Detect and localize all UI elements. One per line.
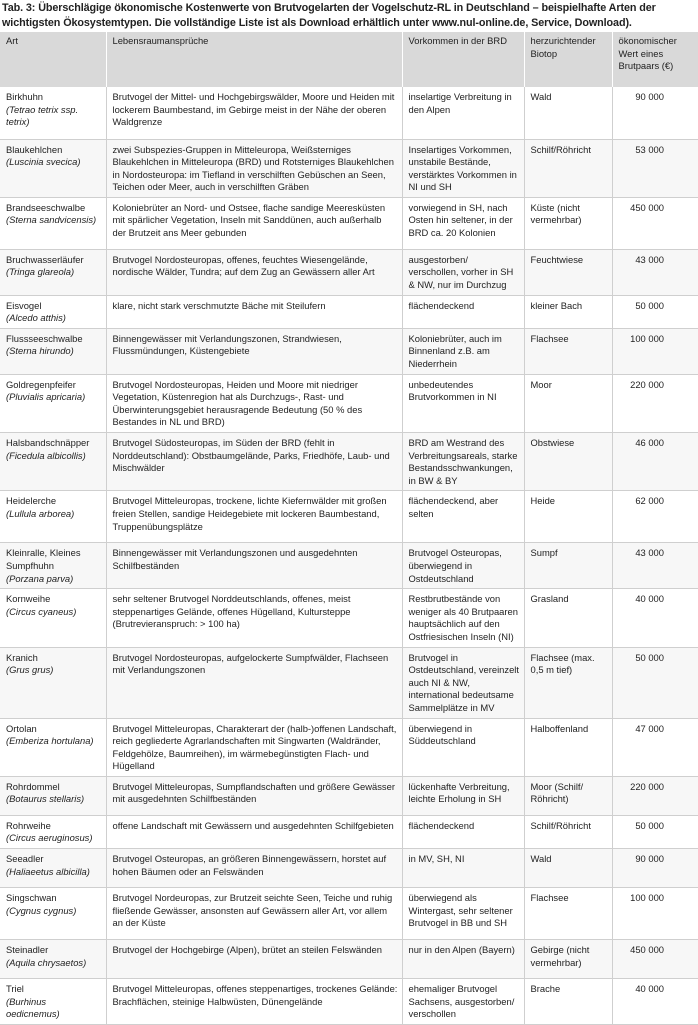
species-name: Brandseeschwalbe [6,201,86,213]
cell-art [0,776,106,815]
cell-lebensraum: Brutvogel der Hochgebirge (Alpen), brütet an steilen Felswänden [106,940,402,979]
cell-biotop: Obstwiese [524,433,612,491]
cell-vorkommen: in MV, SH, NI [402,849,524,888]
cell-biotop: Flachsee [524,328,612,374]
table-row [0,295,698,328]
cell-lebensraum: zwei Subspezies-Gruppen in Mitteleuropa, Weißsterniges Blaukehlchen in Mitteleuropa (BRD) und Rotsterniges Blaukehlchen in Nordosteuropa: im Tiefland in verschilften Gebüschen an Seen, Teichen oder Meer, auch in verschilften Gräben [106,139,402,197]
cell-biotop: Flachsee [524,888,612,940]
cell-vorkommen: flächendeckend, aber selten [402,491,524,543]
species-name: Blaukehlchen [6,143,63,155]
cell-wert: 53 000 [612,139,698,197]
cell-wert: 62 000 [612,491,698,543]
cell-biotop: Schilf/Röhricht [524,815,612,848]
cell-wert: 43 000 [612,249,698,295]
species-latin-name: (Cygnus cygnus) [6,904,77,916]
table-row [0,849,698,888]
table-row [0,374,698,432]
table-row [0,589,698,647]
cell-art [0,197,106,249]
cell-vorkommen: ausgestorben/ verschollen, vorher in SH & NW, nur im Durchzug [402,249,524,295]
cell-biotop: Feuchtwiese [524,249,612,295]
cell-lebensraum: Koloniebrüter an Nord- und Ostsee, flache sandige Meeresküsten mit spärlicher Vegetation, Inseln mit Sanddünen, auch außerhalb der Brutzeit ans Meer gebunden [106,197,402,249]
table-row [0,979,698,1025]
table-row [0,87,698,139]
species-latin-name: (Burhinus oedicnemus) [6,995,60,1020]
species-name: Heidelerche [6,495,57,507]
cell-wert: 46 000 [612,433,698,491]
table-header-row [0,32,698,87]
cell-biotop: Gebirge (nicht vermehrbar) [524,940,612,979]
cell-vorkommen: lückenhafte Verbreitung, leichte Erholung in SH [402,776,524,815]
cell-wert: 450 000 [612,940,698,979]
cell-wert: 100 000 [612,328,698,374]
cell-biotop: Moor (Schilf/ Röhricht) [524,776,612,815]
species-cost-table [0,32,698,1025]
table-row [0,249,698,295]
cell-wert: 50 000 [612,295,698,328]
species-latin-name: (Ficedula albicollis) [6,449,86,461]
cell-biotop: Heide [524,491,612,543]
species-latin-name: (Alcedo atthis) [6,312,66,324]
species-latin-name: (Botaurus stellaris) [6,793,85,805]
table-row [0,543,698,589]
species-latin-name: (Sterna hirundo) [6,345,74,357]
cell-wert: 220 000 [612,374,698,432]
species-latin-name: (Porzana parva) [6,572,74,584]
cell-vorkommen: überwiegend als Wintergast, sehr seltener Brutvogel in BB und SH [402,888,524,940]
cell-art [0,433,106,491]
cell-art [0,979,106,1025]
cell-biotop: Sumpf [524,543,612,589]
cell-art [0,87,106,139]
cell-lebensraum: Brutvogel Mitteleuropas, Charakterart der (halb-)offenen Landschaft, reich gegliederte Agrarlandschaften mit Singwarten (Waldränder, Feldgehölze, Baumreihen), im wärmebegünstigten Flach- und Hügelland [106,718,402,776]
cell-lebensraum: klare, nicht stark verschmutzte Bäche mit Steilufern [106,295,402,328]
cell-lebensraum: Brutvogel Nordosteuropas, aufgelockerte Sumpfwälder, Flachseen mit Verlandungszonen [106,647,402,718]
species-latin-name: (Grus grus) [6,664,54,676]
species-name: Seeadler [6,853,44,865]
cell-lebensraum: Brutvogel Südosteuropas, im Süden der BRD (fehlt in Norddeutschland): Obstbaumgelände, Parks, Friedhöfe, Laub- und Mischwälder [106,433,402,491]
table-row [0,433,698,491]
cell-art [0,374,106,432]
cell-wert: 40 000 [612,979,698,1025]
species-name: Kornweihe [6,593,51,605]
cell-wert: 47 000 [612,718,698,776]
cell-biotop: Wald [524,87,612,139]
cell-vorkommen: Koloniebrüter, auch im Binnenland z.B. am Niederrhein [402,328,524,374]
species-name: Halsbandschnäpper [6,437,90,448]
table-row [0,139,698,197]
cell-art [0,815,106,848]
species-latin-name: (Haliaeetus albicilla) [6,865,90,877]
cell-art [0,888,106,940]
table-row [0,491,698,543]
cell-art [0,139,106,197]
species-name: Rohrweihe [6,819,51,831]
species-name: Birkhuhn [6,91,44,102]
cell-lebensraum: Brutvogel Nordosteuropas, Heiden und Moore mit niedriger Vegetation, Küstenregion hat als Durchzugs-, Rast- und Überwinterungsgebiet herausragende Bedeutung (50 % des Bestandes in NL und BRD) [106,374,402,432]
header-wert: ökonomischer Wert eines Brutpaars (€) [612,32,698,87]
header-lebensraum: Lebensraumansprüche [106,32,402,87]
cell-wert: 50 000 [612,647,698,718]
cell-vorkommen: unbedeutendes Brutvorkommen in NI [402,374,524,432]
cell-art [0,491,106,543]
header-art: Art [0,32,106,87]
cell-biotop: Flachsee (max. 0,5 m tief) [524,647,612,718]
cell-art [0,589,106,647]
cell-biotop: Moor [524,374,612,432]
table-body [0,87,698,1024]
cell-wert: 40 000 [612,589,698,647]
cell-wert: 90 000 [612,849,698,888]
cell-vorkommen: Brutvogel in Ostdeutschland, vereinzelt auch NI & NW, international bedeutsame Sammelplätze in MV [402,647,524,718]
species-name: Ortolan [6,722,37,734]
cell-biotop: Grasland [524,589,612,647]
species-latin-name: (Emberiza hortulana) [6,735,94,747]
cell-wert: 90 000 [612,87,698,139]
header-vorkommen: Vorkommen in der BRD [402,32,524,87]
cell-vorkommen: nur in den Alpen (Bayern) [402,940,524,979]
species-name: Eisvogel [6,299,42,311]
species-latin-name: (Circus aeruginosus) [6,832,93,844]
cell-biotop: Brache [524,979,612,1025]
species-latin-name: (Aquila chrysaetos) [6,956,87,968]
cell-lebensraum: sehr seltener Brutvogel Norddeutschlands, offenes, meist steppenartiges Gelände, offenes Hügelland, Kultursteppe (Brutrevieranspruch: > 100 ha) [106,589,402,647]
cell-wert: 43 000 [612,543,698,589]
species-latin-name: (Circus cyaneus) [6,605,77,617]
cell-vorkommen: vorwiegend in SH, nach Osten hin seltener, in der BRD ca. 20 Kolonien [402,197,524,249]
header-biotop: herzurichtender Biotop [524,32,612,87]
species-name: Flussseeschwalbe [6,332,83,344]
cell-lebensraum: Binnengewässer mit Verlandungszonen und ausgedehnten Schilfbeständen [106,543,402,589]
cell-biotop: Wald [524,849,612,888]
table-caption: Tab. 3: Überschlägige ökonomische Kostenwerte von Brutvogelarten der Vogelschutz-RL in Deutschland – beispielhafte Arten der wichtigsten Ökosystemtypen. Die vollständige Liste ist als Download erhältlich unter www.nul-online.de, Service, Download). [2,2,656,29]
cell-art [0,718,106,776]
cell-lebensraum: offene Landschaft mit Gewässern und ausgedehnten Schilfgebieten [106,815,402,848]
cell-vorkommen: Brutvogel Osteuropas, überwiegend in Ostdeutschland [402,543,524,589]
cell-art [0,647,106,718]
species-name: Rohrdommel [6,780,60,792]
species-latin-name: (Luscinia svecica) [6,156,81,168]
species-name: Kleinralle, Kleines Sumpfhuhn [6,547,81,571]
species-name: Singschwan [6,892,57,904]
cell-biotop: kleiner Bach [524,295,612,328]
species-latin-name: (Tringa glareola) [6,266,75,278]
cell-lebensraum: Brutvogel Mitteleuropas, trockene, lichte Kiefernwälder mit großen freien Stellen, sandige Heidegebiete mit lockeren Baumbestand, Truppenübungsplätze [106,491,402,543]
cell-vorkommen: flächendeckend [402,295,524,328]
cell-lebensraum: Brutvogel Mitteleuropas, offenes steppenartiges, trockenes Gelände: Brachflächen, steinige Halbwüsten, Dünengelände [106,979,402,1025]
cell-lebensraum: Binnengewässer mit Verlandungszonen, Strandwiesen, Flussmündungen, Küstengebiete [106,328,402,374]
cell-wert: 50 000 [612,815,698,848]
cell-lebensraum: Brutvogel Nordosteuropas, offenes, feuchtes Wiesengelände, nordische Wälder, Tundra; auf dem Zug an Gewässern aller Art [106,249,402,295]
cell-art [0,543,106,589]
cell-wert: 220 000 [612,776,698,815]
cell-biotop: Halboffenland [524,718,612,776]
cell-vorkommen: Restbrutbestände von weniger als 40 Brutpaaren hauptsächlich auf den Ostfriesischen Inseln (NI) [402,589,524,647]
table-row [0,647,698,718]
cell-wert: 450 000 [612,197,698,249]
cell-lebensraum: Brutvogel Nordeuropas, zur Brutzeit seichte Seen, Teiche und ruhig fließende Gewässer, ansonsten auf Gewässern aller Art, vor allem an der Küste [106,888,402,940]
cell-vorkommen: ehemaliger Brutvogel Sachsens, ausgestorben/ verschollen [402,979,524,1025]
table-row [0,776,698,815]
species-name: Bruchwasserläufer [6,253,84,265]
species-name: Steinadler [6,944,49,956]
cell-vorkommen: BRD am Westrand des Verbreitungsareals, starke Bestandsschwankungen, in BW & BY [402,433,524,491]
species-latin-name: (Sterna sandvicensis) [6,214,97,226]
cell-art [0,295,106,328]
cell-vorkommen: inselartige Verbreitung in den Alpen [402,87,524,139]
cell-wert: 100 000 [612,888,698,940]
cell-lebensraum: Brutvogel Osteuropas, an größeren Binnengewässern, horstet auf hohen Bäumen oder an Felswänden [106,849,402,888]
species-latin-name: (Tetrao tetrix ssp. tetrix) [6,103,79,128]
cell-vorkommen: flächendeckend [402,815,524,848]
cell-art [0,940,106,979]
table-row [0,328,698,374]
species-name: Triel [6,983,24,995]
cell-art [0,849,106,888]
cell-biotop: Schilf/Röhricht [524,139,612,197]
cell-biotop: Küste (nicht vermehrbar) [524,197,612,249]
cell-art [0,249,106,295]
table-row [0,888,698,940]
species-latin-name: (Pluvialis apricaria) [6,391,86,403]
cell-lebensraum: Brutvogel Mitteleuropas, Sumpflandschaften und größere Gewässer mit ausgedehnten Schilfbeständen [106,776,402,815]
table-row [0,940,698,979]
cell-vorkommen: überwiegend in Süddeutschland [402,718,524,776]
cell-vorkommen: Inselartiges Vorkommen, unstabile Bestände, verstärktes Vorkommen in NI und SH [402,139,524,197]
species-name: Kranich [6,651,38,663]
species-name: Goldregenpfeifer [6,378,76,390]
cell-lebensraum: Brutvogel der Mittel- und Hochgebirgswälder, Moore und Heiden mit lockerem Baumbestand, im Gebirge meist in der Nähe der oberen Waldgrenze [106,87,402,139]
table-row [0,197,698,249]
species-latin-name: (Lullula arborea) [6,507,75,519]
table-row [0,815,698,848]
cell-art [0,328,106,374]
table-row [0,718,698,776]
